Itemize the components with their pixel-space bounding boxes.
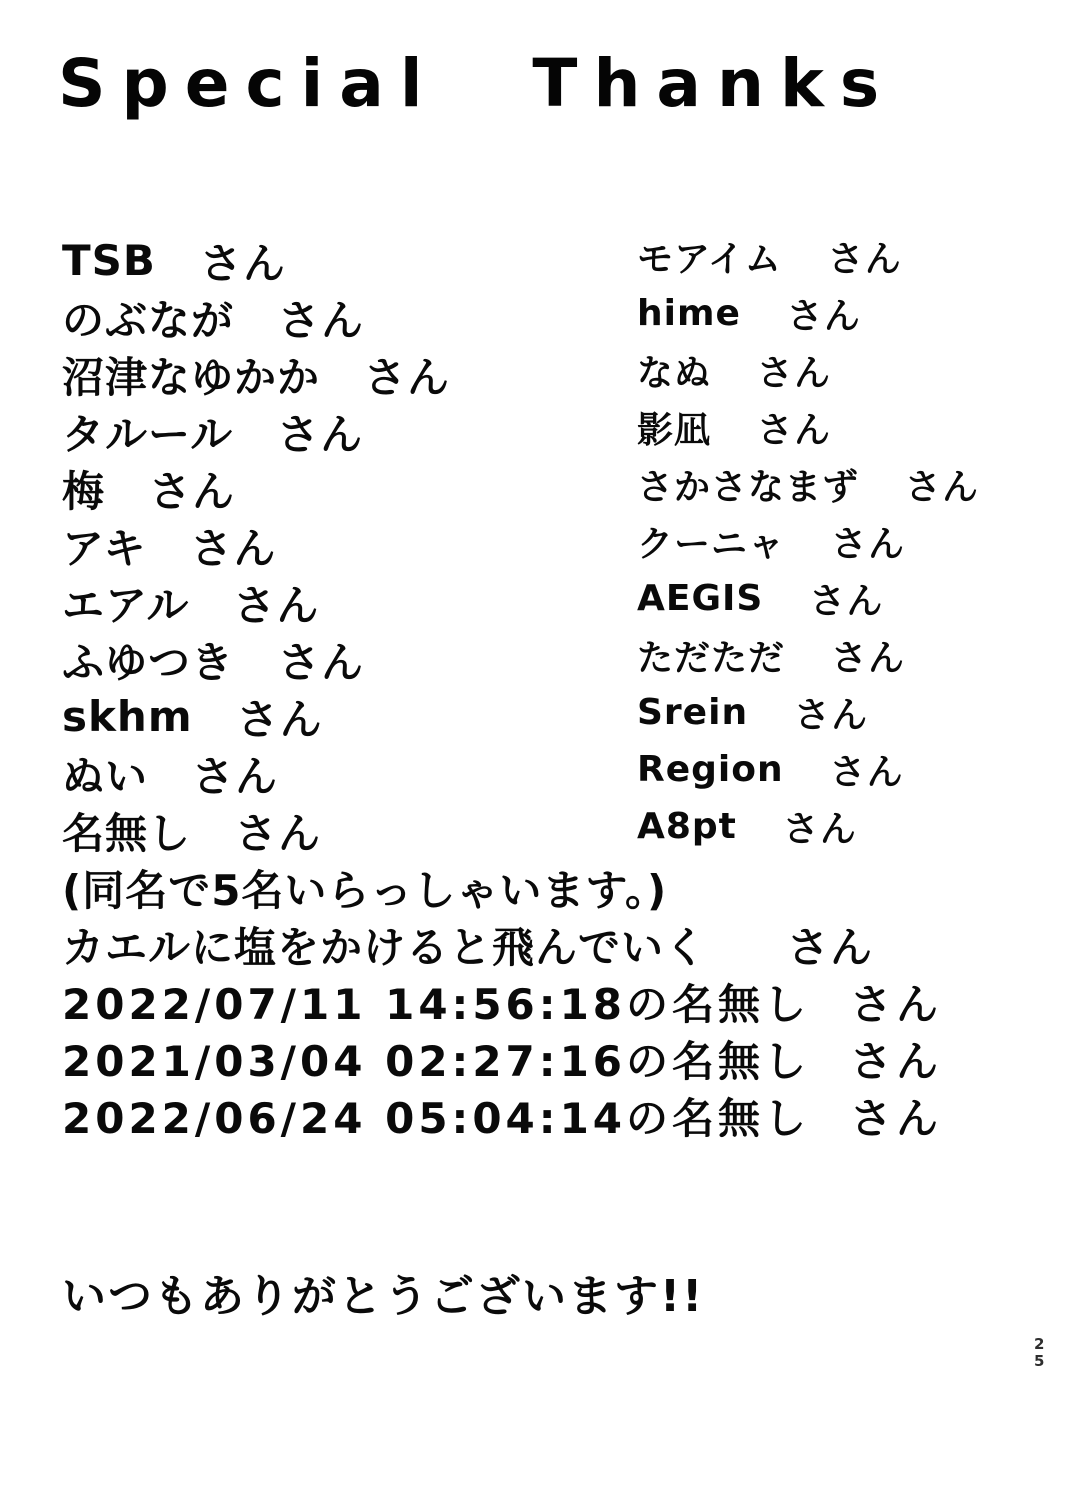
credit-name: さかさなまず xyxy=(637,467,860,508)
credit-name: アキ xyxy=(62,523,147,573)
credit-honorific: さん xyxy=(850,979,943,1029)
credit-row xyxy=(62,973,942,1030)
credit-honorific: さん xyxy=(364,352,451,402)
credit-name: ただただ xyxy=(637,638,786,679)
credit-honorific: さん xyxy=(757,410,832,451)
credit-honorific: さん xyxy=(827,239,902,280)
credit-name: 2022/07/11 14:56:18の名無し xyxy=(62,979,811,1029)
credit-honorific: さん xyxy=(277,409,364,459)
credit-honorific: さん xyxy=(905,467,980,508)
credit-honorific: さん xyxy=(190,523,277,573)
credit-honorific: さん xyxy=(278,637,365,687)
credit-honorific: さん xyxy=(199,238,286,288)
credit-honorific: さん xyxy=(787,922,874,972)
credit-honorific: さん xyxy=(149,466,236,516)
credit-name: skhm xyxy=(62,692,193,741)
credit-row xyxy=(637,285,979,342)
credit-row xyxy=(637,399,979,456)
credit-name: 沼津なゆかか xyxy=(62,352,321,402)
credit-name: ぬい xyxy=(62,751,149,801)
credit-honorific: さん xyxy=(829,752,904,793)
credit-row xyxy=(637,627,979,684)
credit-name: hime xyxy=(637,293,741,334)
credit-row xyxy=(62,1087,942,1144)
credit-name: AEGIS xyxy=(637,578,764,619)
thanks-list-right xyxy=(637,228,979,855)
credit-honorific: さん xyxy=(786,296,861,337)
credit-row xyxy=(62,1030,942,1087)
credit-honorific: さん xyxy=(794,695,869,736)
credit-honorific: さん xyxy=(233,580,320,630)
credit-row xyxy=(637,513,979,570)
credit-name: 2022/06/24 05:04:14の名無し xyxy=(62,1093,811,1143)
credit-honorific: さん xyxy=(757,353,832,394)
credit-name: 梅 xyxy=(62,466,106,516)
credit-honorific: さん xyxy=(809,581,884,622)
page-number-digit: 2 xyxy=(1034,1335,1045,1353)
credit-name: Srein xyxy=(637,692,749,733)
credit-name: のぶなが xyxy=(62,295,235,345)
credit-name: 影凪 xyxy=(637,410,712,451)
credit-name: クーニャ xyxy=(637,524,786,565)
credit-row xyxy=(637,741,979,798)
credit-honorific: さん xyxy=(192,751,279,801)
credit-row xyxy=(62,916,942,973)
credit-row xyxy=(637,684,979,741)
credit-row xyxy=(637,798,979,855)
credit-name: A8pt xyxy=(637,806,737,847)
credit-honorific: さん xyxy=(782,809,857,850)
credit-honorific: さん xyxy=(235,808,322,858)
credit-honorific: さん xyxy=(831,524,906,565)
credit-honorific: さん xyxy=(850,1036,943,1086)
credit-name: TSB xyxy=(62,236,156,285)
duplicate-name-note: (同名で5名いらっしゃいます。) xyxy=(62,865,668,915)
credit-honorific: さん xyxy=(850,1093,943,1143)
credit-name: 名無し xyxy=(62,808,192,858)
credit-name: タルール xyxy=(62,409,234,459)
credit-name: なぬ xyxy=(637,353,712,394)
credit-honorific: さん xyxy=(236,694,323,744)
credit-row xyxy=(637,456,979,513)
page-title: Special Thanks xyxy=(58,45,896,122)
thanks-message: いつもありがとうございます!! xyxy=(62,1271,705,1322)
credit-row xyxy=(637,570,979,627)
credit-honorific: さん xyxy=(831,638,906,679)
credit-name: モアイム xyxy=(637,239,782,280)
credit-row xyxy=(637,342,979,399)
credit-name: Region xyxy=(637,749,784,790)
credit-name: 2021/03/04 02:27:16の名無し xyxy=(62,1036,811,1086)
credit-name: カエルに塩をかけると飛んでいく xyxy=(62,922,708,972)
credit-row xyxy=(637,228,979,285)
credit-name: エアル xyxy=(62,580,190,630)
page-number xyxy=(1034,1336,1044,1370)
credit-honorific: さん xyxy=(278,295,365,345)
page-number-digit: 5 xyxy=(1034,1352,1045,1370)
credit-name: ふゆつき xyxy=(62,637,235,687)
